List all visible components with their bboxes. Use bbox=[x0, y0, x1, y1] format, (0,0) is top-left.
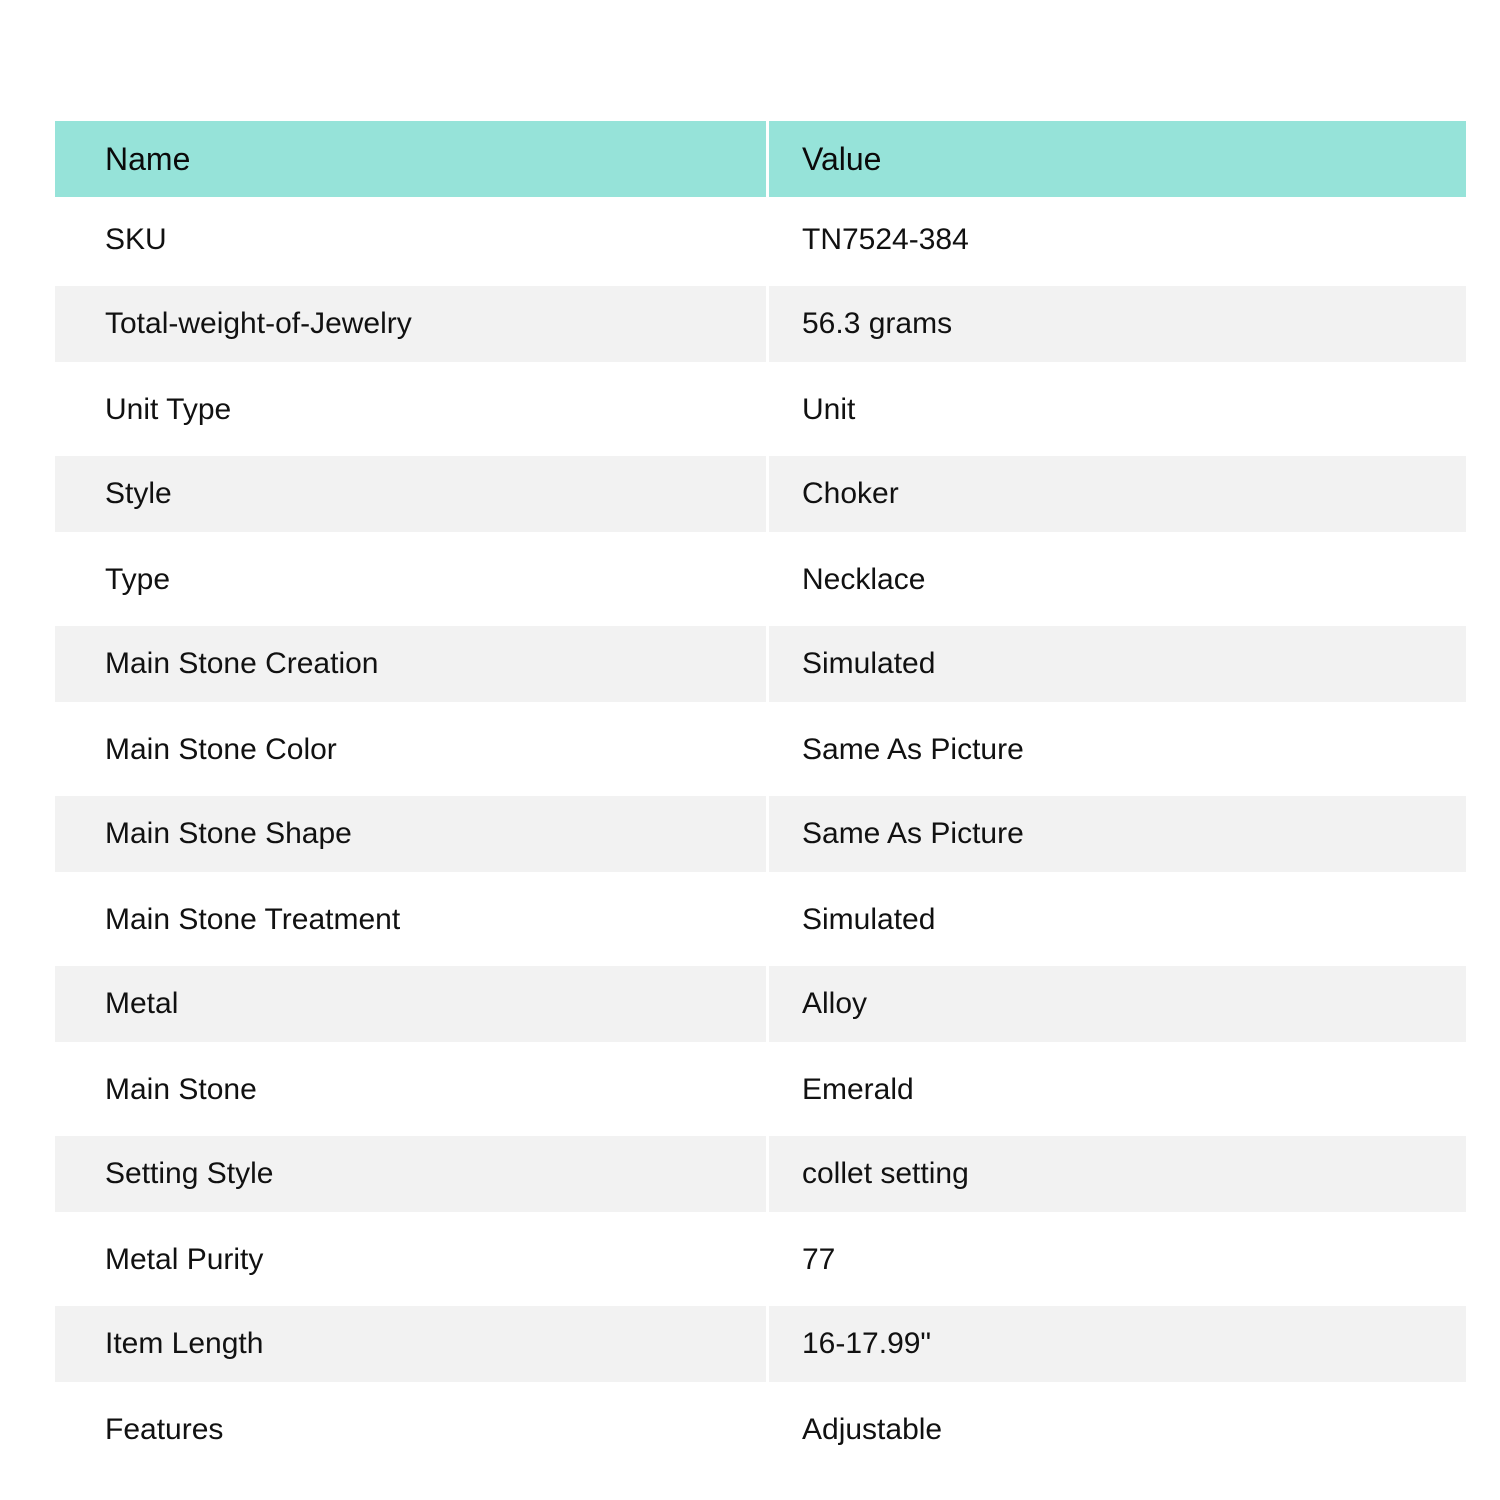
row-name-cell: Main Stone bbox=[55, 1047, 766, 1132]
row-name-cell: Style bbox=[55, 456, 766, 532]
row-name-cell: Metal bbox=[55, 966, 766, 1042]
row-value-cell: Adjustable bbox=[766, 1387, 1466, 1472]
row-name-cell: Main Stone Color bbox=[55, 707, 766, 792]
row-name-cell: Main Stone Creation bbox=[55, 626, 766, 702]
table-row bbox=[55, 966, 1466, 1042]
table-row bbox=[55, 197, 1466, 282]
row-value-cell: 16-17.99" bbox=[766, 1306, 1466, 1382]
table-row bbox=[55, 1136, 1466, 1212]
row-name-cell: SKU bbox=[55, 197, 766, 282]
header-value-cell: Value bbox=[766, 121, 1466, 197]
row-name-cell: Main Stone Treatment bbox=[55, 877, 766, 962]
row-name-cell: Features bbox=[55, 1387, 766, 1472]
table-row bbox=[55, 537, 1466, 622]
header-name-cell: Name bbox=[55, 121, 766, 197]
row-name-cell: Metal Purity bbox=[55, 1217, 766, 1302]
row-value-cell: 56.3 grams bbox=[766, 286, 1466, 362]
row-value-cell: Same As Picture bbox=[766, 707, 1466, 792]
row-name-cell: Main Stone Shape bbox=[55, 796, 766, 872]
table-row bbox=[55, 1217, 1466, 1302]
row-name-cell: Total-weight-of-Jewelry bbox=[55, 286, 766, 362]
row-name-cell: Type bbox=[55, 537, 766, 622]
table-row bbox=[55, 877, 1466, 962]
table-row bbox=[55, 456, 1466, 532]
table-row bbox=[55, 1387, 1466, 1472]
row-value-cell: Emerald bbox=[766, 1047, 1466, 1132]
row-name-cell: Setting Style bbox=[55, 1136, 766, 1212]
table-row bbox=[55, 796, 1466, 872]
row-value-cell: collet setting bbox=[766, 1136, 1466, 1212]
row-name-cell: Unit Type bbox=[55, 367, 766, 452]
table-row bbox=[55, 626, 1466, 702]
table-row bbox=[55, 1306, 1466, 1382]
row-value-cell: Necklace bbox=[766, 537, 1466, 622]
row-value-cell: 77 bbox=[766, 1217, 1466, 1302]
row-value-cell: Unit bbox=[766, 367, 1466, 452]
row-name-cell: Item Length bbox=[55, 1306, 766, 1382]
row-value-cell: Simulated bbox=[766, 626, 1466, 702]
table-row bbox=[55, 286, 1466, 362]
table-row bbox=[55, 707, 1466, 792]
table-row bbox=[55, 367, 1466, 452]
row-value-cell: Same As Picture bbox=[766, 796, 1466, 872]
table-header-row bbox=[55, 121, 1466, 197]
row-value-cell: Choker bbox=[766, 456, 1466, 532]
spec-table bbox=[55, 121, 1466, 1472]
row-value-cell: TN7524-384 bbox=[766, 197, 1466, 282]
table-row bbox=[55, 1047, 1466, 1132]
row-value-cell: Alloy bbox=[766, 966, 1466, 1042]
row-value-cell: Simulated bbox=[766, 877, 1466, 962]
